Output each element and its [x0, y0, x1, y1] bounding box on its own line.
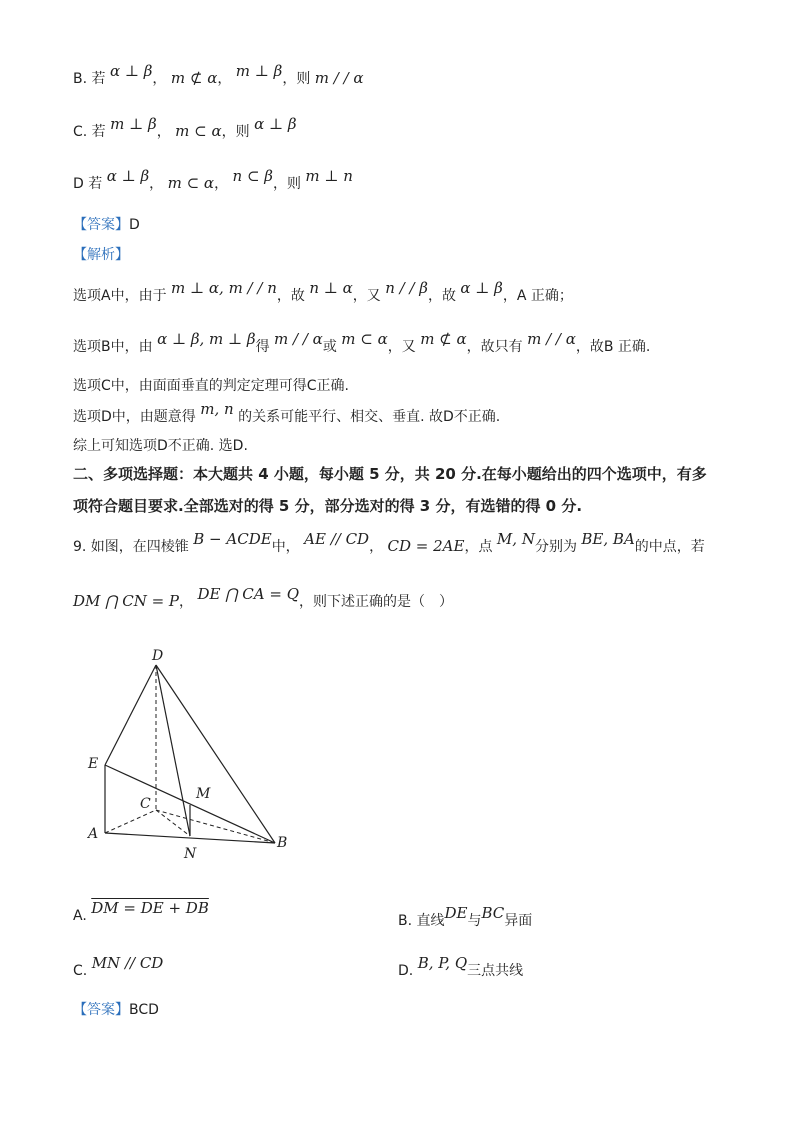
edge-ac-hidden [105, 810, 156, 833]
answer-line-2: 【答案】BCD [73, 1002, 159, 1018]
choice-a: A. DM = DE + DB [73, 899, 209, 924]
edge-cn-hidden [156, 810, 190, 836]
analysis-line-d: 选项D中，由题意得 m, n 的关系可能平行、相交、垂直. 故D不正确. [73, 400, 501, 425]
answer-line-1: 【答案】D [73, 217, 140, 233]
edge-de [105, 665, 156, 765]
vector-expression: DM = DE + DB [91, 899, 209, 917]
option-b-line: B. 若 α ⊥ β， m ⊄ α， m ⊥ β，则 m / / α [73, 62, 364, 87]
choice-b: B. 直线DE与BC异面 [398, 904, 533, 929]
analysis-line-c: 选项C中，由面面垂直的判定定理可得C正确. [73, 378, 349, 394]
question-9-line-1: 9. 如图，在四棱锥 B − ACDE中， AE // CD， CD = 2AE，点 M, N分别为 BE, BA的中点，若 [73, 530, 705, 555]
label-b: B [277, 835, 288, 851]
pyramid-figure [80, 640, 310, 870]
label-n: N [184, 846, 197, 862]
choice-c: C. MN // CD [73, 954, 164, 979]
label-m: M [196, 786, 211, 802]
analysis-line-b: 选项B中，由 α ⊥ β, m ⊥ β得 m / / α或 m ⊂ α，又 m ⊄ α，故只有 m / / α，故B 正确. [73, 330, 651, 355]
section-heading-line-2: 项符合题目要求.全部选对的得 5 分，部分选对的得 3 分，有选错的得 0 分. [73, 497, 583, 515]
label-e: E [88, 756, 99, 772]
question-9-line-2: DM ⋂ CN = P， DE ⋂ CA = Q，则下述正确的是（ ） [73, 585, 454, 610]
analysis-tag: 【解析】 [73, 247, 129, 263]
edge-cb-hidden [156, 810, 275, 843]
analysis-line-a: 选项A中，由于 m ⊥ α, m / / n，故 n ⊥ α，又 n / / β，故 α ⊥ β，A 正确； [73, 279, 573, 304]
option-c-line: C. 若 m ⊥ β， m ⊂ α，则 α ⊥ β [73, 115, 297, 140]
analysis-summary: 综上可知选项D不正确. 选D. [73, 438, 248, 454]
label-c: C [140, 796, 151, 812]
label-a: A [88, 826, 99, 842]
section-heading-line-1: 二、多项选择题：本大题共 4 小题，每小题 5 分，共 20 分.在每小题给出的四个选项中，有多 [73, 465, 707, 483]
option-d-line: D 若 α ⊥ β， m ⊂ α， n ⊂ β，则 m ⊥ n [73, 167, 353, 192]
label-d: D [152, 648, 164, 664]
choice-d: D. B, P, Q三点共线 [398, 954, 524, 979]
